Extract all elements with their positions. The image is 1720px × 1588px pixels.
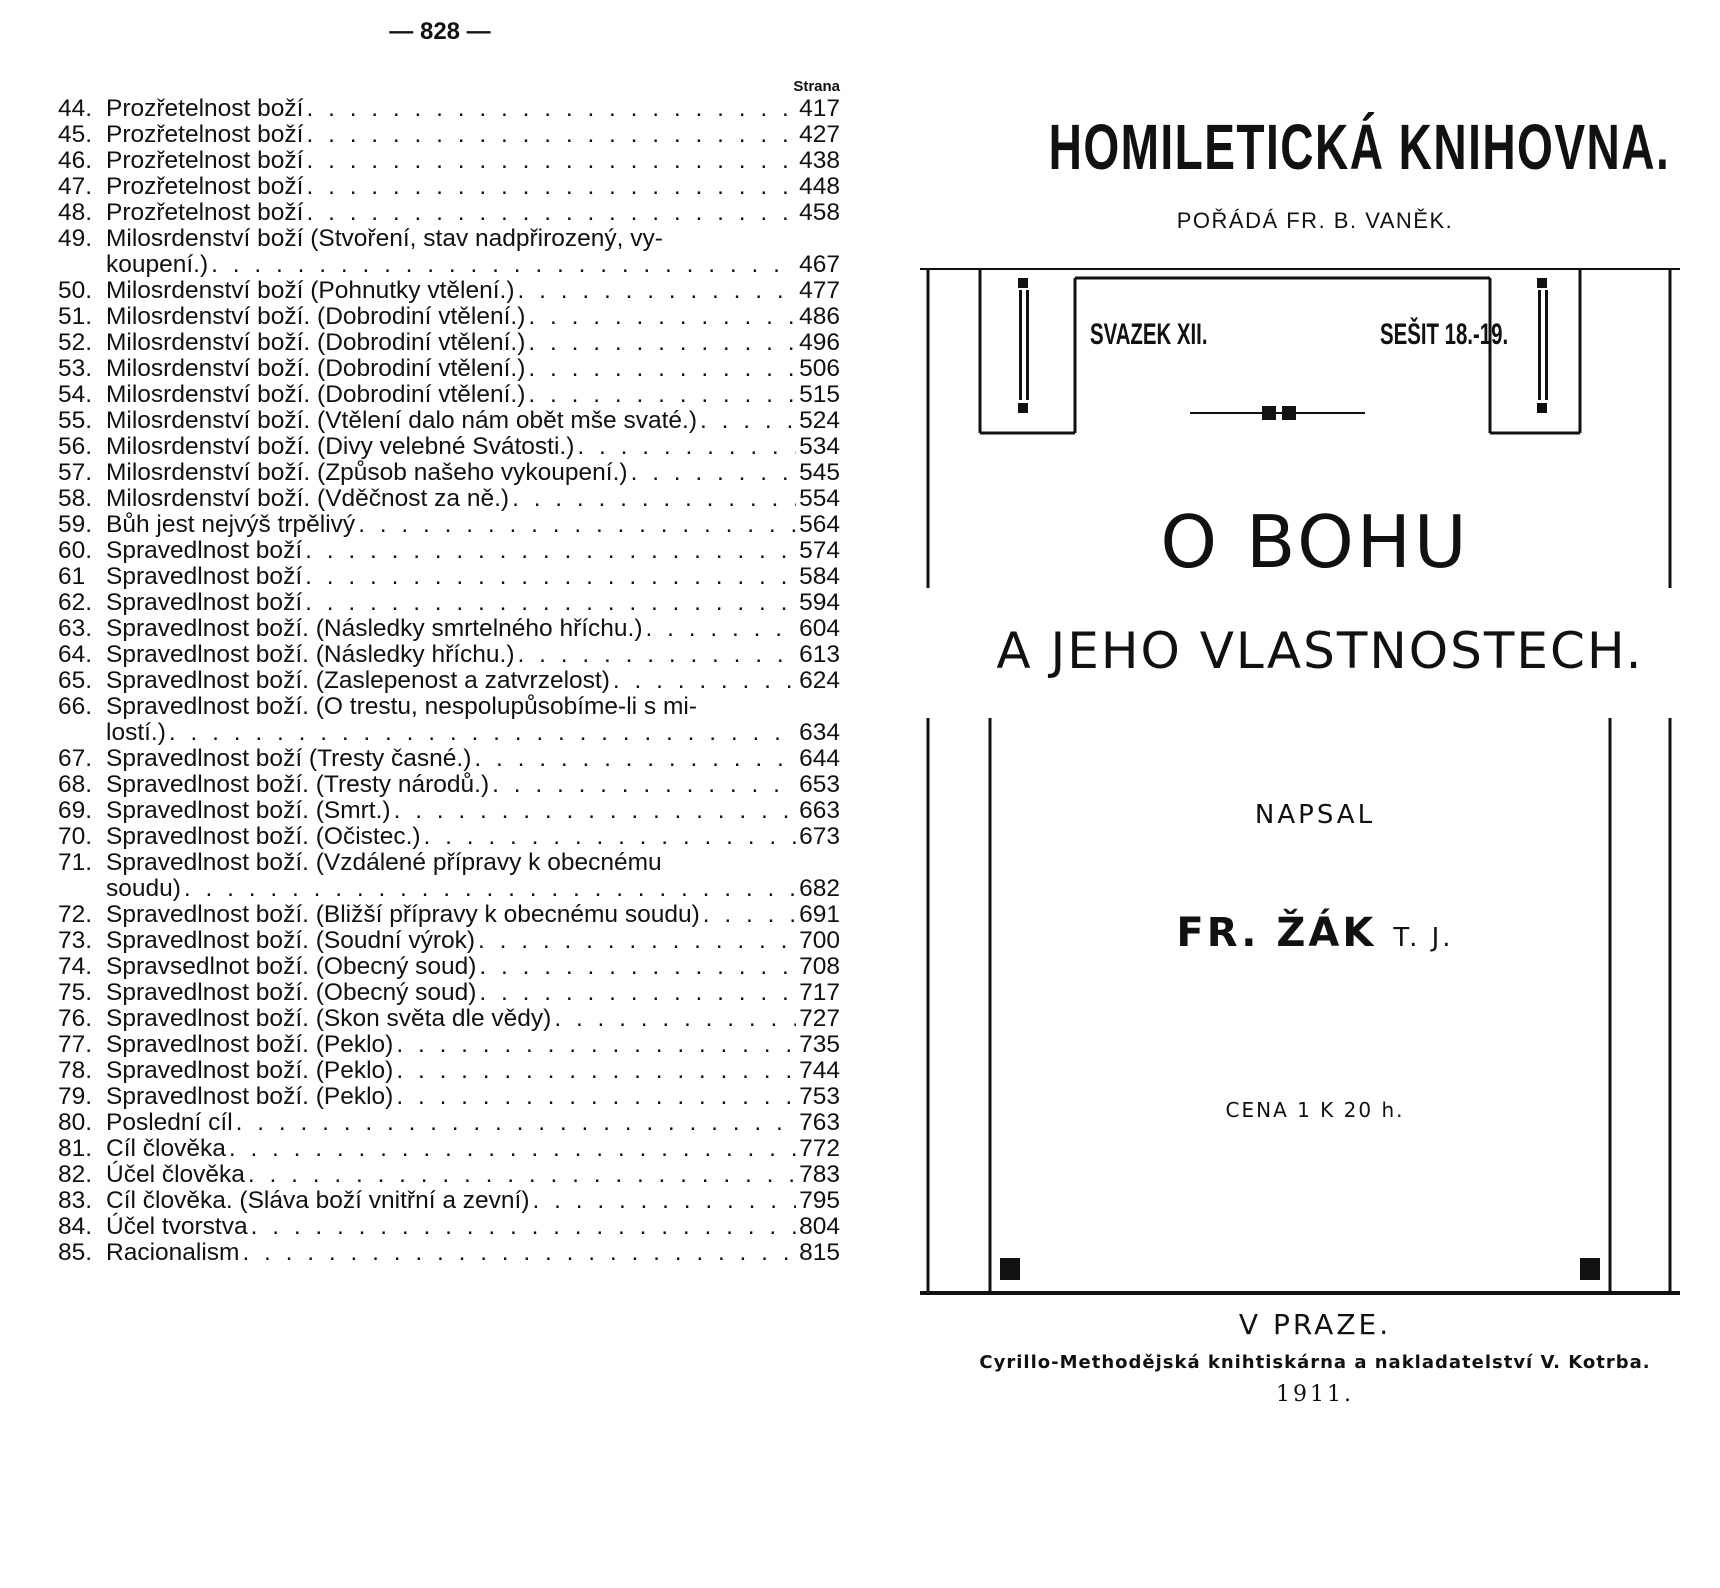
book-subtitle: A JEHO VLASTNOSTECH.: [996, 622, 1644, 680]
toc-entry: [58, 902, 840, 928]
toc-entry: [58, 200, 840, 226]
toc-entry: [58, 148, 840, 174]
book-title: O BOHU: [1160, 500, 1470, 584]
toc-entry-number: 61: [58, 563, 86, 590]
toc-entry: [58, 1110, 840, 1136]
toc-entry-page: 804: [799, 1213, 840, 1240]
toc-entry-number: 85.: [58, 1239, 93, 1266]
dot-leader: [528, 330, 796, 356]
toc-entry-title: Prozřetelnost boží: [106, 173, 304, 200]
dot-leader: [474, 746, 796, 772]
dot-leader: [211, 252, 796, 278]
toc-entry: [58, 1136, 840, 1162]
toc-entry-title: Prozřetelnost boží: [106, 95, 304, 122]
toc-entry: [58, 798, 840, 824]
dot-leader: [479, 954, 796, 980]
toc-entry-page: 735: [799, 1031, 840, 1058]
toc-entry-title: Spravedlnost boží. (Bližší přípravy k obecnému soudu): [106, 901, 700, 928]
toc-entry-page: 477: [799, 277, 840, 304]
toc-entry-title: Prozřetelnost boží: [106, 199, 304, 226]
dot-leader: [492, 772, 796, 798]
page-column-header: Strana: [793, 78, 840, 95]
toc-entry-number: 81.: [58, 1135, 93, 1162]
toc-entry-number: 53.: [58, 355, 93, 382]
toc-entry-page: 584: [799, 563, 840, 590]
toc-entry-number: 55.: [58, 407, 93, 434]
toc-entry-number: 49.: [58, 225, 93, 252]
toc-entry-title: Milosrdenství boží. (Divy velebné Svátosti.): [106, 433, 575, 460]
dot-leader: [169, 720, 796, 746]
toc-entry-number: 51.: [58, 303, 93, 330]
toc-entry-number: 80.: [58, 1109, 93, 1136]
toc-entry-page: 417: [799, 95, 840, 122]
toc-entry-page: 427: [799, 121, 840, 148]
dot-leader: [305, 538, 796, 564]
publication-place: V PRAZE.: [1238, 1308, 1392, 1341]
toc-entry-title: Poslední cíl: [106, 1109, 233, 1136]
toc-entry-title: Spravedlnost boží. (Tresty národů.): [106, 771, 490, 798]
toc-entry: [58, 174, 840, 200]
dot-leader: [248, 1162, 796, 1188]
toc-entry-number: 71.: [58, 849, 93, 876]
dot-leader: [396, 1032, 796, 1058]
toc-entry-page: 613: [799, 641, 840, 668]
toc-entry-title: koupení.): [106, 251, 209, 278]
toc-entry-page: 634: [799, 719, 840, 746]
toc-entry: [58, 226, 840, 278]
toc-entry-page: 691: [799, 901, 840, 928]
dot-leader: [512, 486, 796, 512]
toc-entry-page: 663: [799, 797, 840, 824]
toc-entry-title: Spravedlnost boží. (Soudní výrok): [106, 927, 476, 954]
dot-leader: [577, 434, 796, 460]
toc-entry: [58, 1006, 840, 1032]
toc-entry-page: 700: [799, 927, 840, 954]
toc-entry-page: 438: [799, 147, 840, 174]
toc-entry-page: 486: [799, 303, 840, 330]
toc-entry-title: Spravedlnost boží. (Peklo): [106, 1083, 394, 1110]
toc-entry: [58, 980, 840, 1006]
dot-leader: [528, 382, 796, 408]
toc-entry-page: 564: [799, 511, 840, 538]
toc-entry-page: 673: [799, 823, 840, 850]
dot-leader: [479, 980, 796, 1006]
toc-entry-page: 763: [799, 1109, 840, 1136]
dot-leader: [305, 564, 796, 590]
dot-leader: [306, 96, 796, 122]
toc-entry: [58, 746, 840, 772]
toc-entry: [58, 1162, 840, 1188]
toc-entry-title: Cíl člověka. (Sláva boží vnitřní a zevní): [106, 1187, 530, 1214]
toc-entry-number: 77.: [58, 1031, 93, 1058]
dot-leader: [236, 1110, 796, 1136]
toc-entry-title-line1: Milosrdenství boží (Stvoření, stav nadpřirozený, vy-: [106, 225, 663, 252]
toc-entry-title: Spravedlnost boží. (Obecný soud): [106, 979, 477, 1006]
toc-entry-number: 50.: [58, 277, 93, 304]
dot-leader: [613, 668, 796, 694]
toc-entry: [58, 304, 840, 330]
dot-leader: [478, 928, 796, 954]
toc-entry-number: 70.: [58, 823, 93, 850]
toc-entry-title: Bůh jest nejvýš trpělivý: [106, 511, 356, 538]
toc-entry-page: 574: [799, 537, 840, 564]
toc-entry-title-line1: Spravedlnost boží. (O trestu, nespolupůsobíme-li s mi-: [106, 693, 697, 720]
toc-entry: [58, 954, 840, 980]
dot-leader: [229, 1136, 796, 1162]
toc-entry-number: 57.: [58, 459, 93, 486]
dot-leader: [518, 278, 797, 304]
toc-entry-title: Účel tvorstva: [106, 1213, 248, 1240]
toc-entry-title: soudu): [106, 875, 181, 902]
publisher-line: Cyrillo-Methodějská knihtiskárna a nakladatelství V. Kotrba.: [979, 1352, 1651, 1373]
toc-entry-number: 45.: [58, 121, 93, 148]
toc-entry-title: Spravedlnost boží. (Očistec.): [106, 823, 421, 850]
toc-entry-title: Milosrdenství boží. (Dobrodiní vtělení.): [106, 303, 526, 330]
toc-entry: [58, 356, 840, 382]
toc-entry-page: 783: [799, 1161, 840, 1188]
toc-entry-title: lostí.): [106, 719, 166, 746]
dot-leader: [251, 1214, 797, 1240]
toc-entry-page: 506: [799, 355, 840, 382]
volume-label: SVAZEK XII.: [1090, 318, 1208, 351]
toc-entry-number: 48.: [58, 199, 93, 226]
toc-entry-number: 74.: [58, 953, 93, 980]
toc-entry-number: 56.: [58, 433, 93, 460]
toc-entry-title: Milosrdenství boží. (Dobrodiní vtělení.): [106, 381, 526, 408]
dot-leader: [646, 616, 797, 642]
toc-entry-page: 682: [799, 875, 840, 902]
toc-entry-page: 624: [799, 667, 840, 694]
toc-entry-page: 467: [799, 251, 840, 278]
toc-entry-page: 653: [799, 771, 840, 798]
toc-entry-page: 815: [799, 1239, 840, 1266]
toc-entry-page: 458: [799, 199, 840, 226]
series-title: HOMILETICKÁ KNIHOVNA.: [1048, 111, 1671, 183]
toc-entry-page: 534: [799, 433, 840, 460]
toc-entry-number: 60.: [58, 537, 93, 564]
toc-entry-page: 545: [799, 459, 840, 486]
page-number: — 828 —: [389, 18, 491, 45]
author-label: NAPSAL: [1254, 800, 1376, 830]
toc-entry-number: 44.: [58, 95, 93, 122]
toc-entry: [58, 668, 840, 694]
toc-entry: [58, 512, 840, 538]
toc-entry-title: Spravedlnost boží. (Peklo): [106, 1057, 394, 1084]
publication-year: 1911.: [1276, 1382, 1354, 1407]
dot-leader: [305, 590, 796, 616]
toc-entry-number: 73.: [58, 927, 93, 954]
toc-entry-number: 66.: [58, 693, 93, 720]
toc-entry: [58, 824, 840, 850]
toc-entry-title: Spravedlnost boží. (Zaslepenost a zatvrzelost): [106, 667, 610, 694]
toc-entry-title-line1: Spravedlnost boží. (Vzdálené přípravy k obecnému: [106, 849, 662, 876]
dot-leader: [528, 356, 796, 382]
toc-entry-page: 554: [799, 485, 840, 512]
toc-entry-page: 717: [799, 979, 840, 1006]
table-of-contents: [58, 70, 840, 1266]
toc-entry: [58, 1188, 840, 1214]
toc-entry-page: 744: [799, 1057, 840, 1084]
toc-entry-number: 58.: [58, 485, 93, 512]
toc-entry: [58, 330, 840, 356]
toc-entry-page: 795: [799, 1187, 840, 1214]
toc-entry-number: 54.: [58, 381, 93, 408]
toc-entry-number: 69.: [58, 797, 93, 824]
toc-entry-page: 772: [799, 1135, 840, 1162]
toc-entry-page: 644: [799, 745, 840, 772]
toc-entry-title: Spravedlnost boží. (Skon světa dle vědy): [106, 1005, 552, 1032]
toc-entry: [58, 1032, 840, 1058]
toc-entry-number: 65.: [58, 667, 93, 694]
toc-entry: [58, 564, 840, 590]
toc-entry-page: 448: [799, 173, 840, 200]
toc-entries: [58, 96, 840, 1266]
toc-entry: [58, 1084, 840, 1110]
toc-entry: [58, 96, 840, 122]
toc-entry-title: Milosrdenství boží (Pohnutky vtělení.): [106, 277, 515, 304]
toc-entry-title: Spravedlnost boží (Tresty časné.): [106, 745, 472, 772]
toc-entry-title: Spravedlnost boží: [106, 537, 303, 564]
toc-entry-title: Milosrdenství boží. (Dobrodiní vtělení.): [106, 355, 526, 382]
toc-entry-page: 753: [799, 1083, 840, 1110]
dot-leader: [242, 1240, 796, 1266]
toc-entry: [58, 642, 840, 668]
toc-entry-number: 62.: [58, 589, 93, 616]
toc-entry: [58, 382, 840, 408]
toc-entry-number: 59.: [58, 511, 93, 538]
toc-entry-title: Spravedlnost boží: [106, 589, 303, 616]
toc-entry: [58, 1214, 840, 1240]
toc-entry-number: 84.: [58, 1213, 93, 1240]
toc-entry-number: 79.: [58, 1083, 93, 1110]
toc-entry-number: 78.: [58, 1057, 93, 1084]
toc-entry: [58, 694, 840, 746]
toc-entry: [58, 616, 840, 642]
toc-entry: [58, 408, 840, 434]
author-name-text: FR. ŽÁK: [1176, 910, 1377, 956]
toc-entry: [58, 538, 840, 564]
toc-entry: [58, 772, 840, 798]
toc-entry-number: 63.: [58, 615, 93, 642]
toc-entry-title: Prozřetelnost boží: [106, 121, 304, 148]
title-page: [900, 0, 1720, 1500]
author-order-suffix: T. J.: [1393, 923, 1454, 953]
toc-entry-page: 604: [799, 615, 840, 642]
toc-entry: [58, 1240, 840, 1266]
dot-leader: [518, 642, 797, 668]
toc-entry-title: Spravedlnost boží. (Následky smrtelného hříchu.): [106, 615, 643, 642]
author-name: [900, 910, 1720, 956]
toc-entry-number: 82.: [58, 1161, 93, 1188]
toc-entry-title: Účel člověka: [106, 1161, 245, 1188]
dot-leader: [554, 1006, 796, 1032]
toc-entry-title: Spravedlnost boží: [106, 563, 303, 590]
toc-entry-number: 64.: [58, 641, 93, 668]
toc-entry-title: Milosrdenství boží. (Dobrodiní vtělení.): [106, 329, 526, 356]
toc-entry-page: 708: [799, 953, 840, 980]
toc-entry-title: Milosrdenství boží. (Vděčnost za ně.): [106, 485, 510, 512]
toc-entry: [58, 122, 840, 148]
dot-leader: [306, 148, 796, 174]
toc-entry: [58, 460, 840, 486]
dot-leader: [396, 1084, 796, 1110]
dot-leader: [528, 304, 796, 330]
toc-entry-page: 496: [799, 329, 840, 356]
toc-entry: [58, 278, 840, 304]
toc-entry-page: 727: [799, 1005, 840, 1032]
dot-leader: [306, 122, 796, 148]
toc-entry-number: 76.: [58, 1005, 93, 1032]
toc-entry-title: Racionalism: [106, 1239, 240, 1266]
dot-leader: [424, 824, 797, 850]
toc-entry-number: 67.: [58, 745, 93, 772]
toc-entry: [58, 850, 840, 902]
toc-entry: [58, 928, 840, 954]
toc-entry-page: 515: [799, 381, 840, 408]
toc-entry: [58, 434, 840, 460]
toc-entry-number: 46.: [58, 147, 93, 174]
dot-leader: [703, 902, 796, 928]
toc-entry-number: 68.: [58, 771, 93, 798]
toc-entry-title: Spravsedlnot boží. (Obecný soud): [106, 953, 477, 980]
price-label: CENA 1 K 20 h.: [1225, 1098, 1405, 1122]
dot-leader: [631, 460, 797, 486]
toc-entry-number: 52.: [58, 329, 93, 356]
dot-leader: [532, 1188, 796, 1214]
toc-entry-title: Spravedlnost boží. (Peklo): [106, 1031, 394, 1058]
toc-entry-page: 524: [799, 407, 840, 434]
dot-leader: [396, 1058, 796, 1084]
toc-entry-number: 47.: [58, 173, 93, 200]
toc-entry-title: Cíl člověka: [106, 1135, 226, 1162]
toc-entry: [58, 486, 840, 512]
toc-entry-page: 594: [799, 589, 840, 616]
dot-leader: [358, 512, 796, 538]
toc-entry-number: 72.: [58, 901, 93, 928]
dot-leader: [306, 200, 796, 226]
toc-entry-number: 75.: [58, 979, 93, 1006]
issue-label: SEŠIT 18.-19.: [1380, 318, 1509, 351]
toc-entry-title: Prozřetelnost boží: [106, 147, 304, 174]
dot-leader: [394, 798, 797, 824]
toc-entry: [58, 1058, 840, 1084]
editor-line: POŘÁDÁ FR. B. VANĚK.: [1176, 208, 1454, 233]
dot-leader: [306, 174, 796, 200]
toc-entry-title: Milosrdenství boží. (Způsob našeho vykoupení.): [106, 459, 628, 486]
dot-leader: [184, 876, 796, 902]
toc-entry-title: Spravedlnost boží. (Smrt.): [106, 797, 391, 824]
toc-entry-number: 83.: [58, 1187, 93, 1214]
toc-entry-title: Milosrdenství boží. (Vtělení dalo nám obět mše svaté.): [106, 407, 697, 434]
dot-leader: [700, 408, 796, 434]
toc-entry: [58, 590, 840, 616]
toc-entry-title: Spravedlnost boží. (Následky hříchu.): [106, 641, 515, 668]
